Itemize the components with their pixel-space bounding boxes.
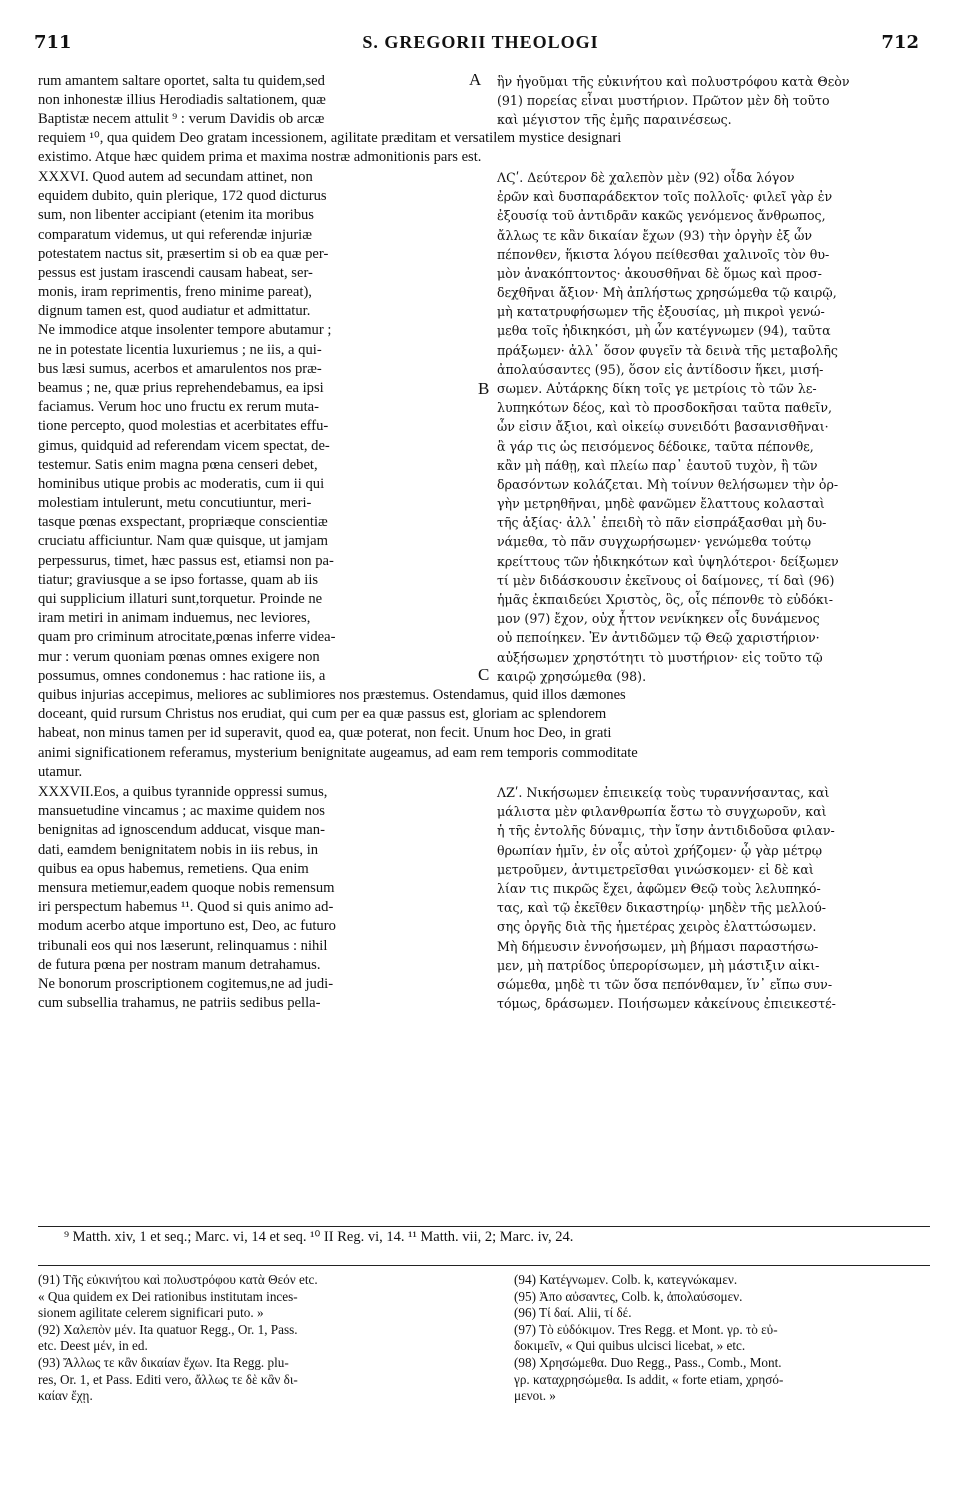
note-line: (95) Ἀπο αὐσαντες, Colb. k, ἀπολαύσομεν.: [514, 1288, 743, 1304]
latin-line: cum subsellia trahamus, ne patriis sedibus pella-: [38, 995, 321, 1012]
latin-line: possumus, omnes condonemus : hac ratione iis, a: [38, 667, 326, 684]
full-width-line: existimo. Atque hæc quidem prima et maxima nostræ admonitionis pars est.: [38, 149, 482, 165]
latin-line: potestatem nactus sit, præsertim si ob ea quæ per-: [38, 245, 329, 262]
greek-line: ΛϚʹ. Δεύτερον δὲ χαλεπὸν μὲν (92) οἶδα λόγον: [497, 170, 795, 185]
latin-line: iri perspectum habemus ¹¹. Quod si quis animo ad-: [38, 899, 334, 916]
latin-line: tasque pœnas exspectant, propriæque conscientiæ: [38, 514, 328, 531]
greek-line: μάλιστα μὲν φιλανθρωπία ἔστω τὸ συγχωροῦν, καὶ: [497, 804, 827, 820]
note-line: δοκιμεῖν, « Qui quibus ulcisci licebat, » etc.: [514, 1338, 746, 1354]
latin-line: XXXVII.Eos, a quibus tyrannide oppressi sumus,: [38, 784, 328, 800]
full-width-line: habeat, non minus tamen per id superavit, quod ea, quæ poterat, non fecit. Unum hoc Deo, in grati: [38, 725, 612, 742]
page-number-right: 712: [881, 32, 919, 53]
latin-line: mensura metiemur,eadem quoque nobis remensum: [38, 880, 335, 896]
latin-line: de futura pœna per nostram manum detrahamus.: [38, 956, 321, 973]
page-title: S. GREGORII THEOLOGI: [362, 32, 599, 52]
note-line: γρ. καταχρησώμεθα. Is addit, « forte etiam, χρησό-: [514, 1371, 784, 1387]
note-line: καίαν ἔχῃ.: [38, 1388, 93, 1404]
greek-line: ὧν εἰσιν ἄξιοι, καὶ οἰκείῳ συνειδότι βασανισθῆναι·: [497, 419, 829, 435]
margin-letter: B: [478, 379, 490, 398]
greek-line: (91) πορείας εἶναι μυστήριον. Πρῶτον μὲν δὴ τοῦτο: [497, 93, 830, 108]
greek-line: γὴν μετρηθῆναι, μηδὲ φανῶμεν ἔλαττους κολασταὶ: [497, 496, 825, 512]
greek-line: μὸν ἀνακόπτοντος· ἀκουσθῆναι δὲ ὅμως καὶ προσ-: [497, 265, 822, 281]
latin-line: ne in potestate licentia luxuriemus ; ne iis, a qui-: [38, 341, 322, 358]
full-width-line: doceant, quid rursum Christus nos erudiat, qui cum per ea quæ passus est, gloriam ac splendorem: [38, 706, 607, 723]
divider: [38, 1226, 930, 1227]
greek-line: μὴ κατατρυφήσωμεν τῆς ἐξουσίας, μὴ πικροὶ γενώ-: [497, 304, 825, 320]
greek-line: τας, καὶ τῷ ἐκεῖθεν δικαστηρίῳ· μηδὲν τῆς μελλού-: [497, 900, 827, 916]
latin-line: equidem dubito, quin plerique, 172 quod dicturus: [38, 188, 327, 205]
greek-line: μεν, μὴ πατρίδος ὑπερορίσωμεν, μὴ μάστιξιν αἰκι-: [497, 957, 820, 973]
greek-line: μον (97) ἔχον, οὐχ ἧττον νενίκηκεν οἷς δυνάμενος: [497, 611, 820, 627]
latin-line: mansuetudine vincamus ; ac maxime quidem nos: [38, 803, 325, 820]
latin-line: modum acerbo atque importuno est, Deo, ac futuro: [38, 918, 336, 935]
greek-line: σης ὀργῆς διὰ τῆς ἡμετέρας χειρὸς ἐλαττώσωμεν.: [497, 919, 817, 935]
note-line: (97) Τὸ εὐδόκιμον. Tres Regg. et Mont. γρ. τὸ εὐ-: [514, 1321, 778, 1337]
latin-line: quibus ea opus habemus, remetiens. Qua enim: [38, 860, 309, 877]
full-width-line: animi significationem referamus, mysterium benignitate augeamus, ad eam rem temporis commoditate: [38, 744, 638, 761]
latin-line: benignitas ad ignoscendum adducat, visque man-: [38, 822, 325, 839]
greek-line: κἂν μὴ πάθῃ, καὶ πλείω παρ᾽ ἑαυτοῦ τυχὸν, ἢ τῶν: [497, 457, 818, 473]
latin-line: Ne bonorum proscriptionem cogitemus,ne ad judi-: [38, 976, 334, 992]
note-line: (94) Κατέγνωμεν. Colb. k, κατεγνώκαμεν.: [514, 1272, 738, 1287]
greek-line: πέπονθεν, ἥκιστα λόγου πείθεσθαι χαλινοῖς τὸν θυ-: [497, 246, 830, 262]
latin-line: cruciatu afficiuntur. Nam quæ quisque, ut jamjam: [38, 533, 328, 550]
greek-line: ἐξουσίᾳ τοῦ ἀντιδρᾶν κακῶς γενόμενος ἄνθρωπος,: [497, 208, 826, 224]
latin-line: rum amantem saltare oportet, salta tu quidem,sed: [38, 73, 325, 89]
latin-line: comparatum videmus, ut qui referendæ injuriæ: [38, 226, 312, 243]
greek-line: μεθα τοῖς ἠδικηκόσι, μὴ ὧν κατέγνωμεν (94), ταῦτα: [497, 323, 831, 339]
latin-line: Ne immodice atque insolenter tempore abutamur ;: [38, 322, 332, 339]
page-number-left: 711: [34, 32, 72, 53]
latin-line: quam pro criminum atrocitate,pœnas inferre videa-: [38, 629, 336, 646]
latin-line: tione percepto, quod molestias et acerbitates effu-: [38, 418, 329, 435]
note-line: (91) Τῆς εὐκινήτου καὶ πολυστρόφου κατὰ Θεόν etc.: [38, 1272, 318, 1287]
greek-line: θρωπίαν ἡμῖν, ἐν οἷς αὐτοὶ χρήζομεν· ᾧ γὰρ μέτρῳ: [497, 842, 823, 858]
latin-line: monis, iram reprimentis, freno minime pareat),: [38, 284, 312, 301]
note-line: (98) Χρησώμεθα. Duo Regg., Pass., Comb., Mont.: [514, 1355, 782, 1370]
greek-line: νάμεθα, τὸ πᾶν συγχωρήσωμεν· γενώμεθα τούτῳ: [497, 534, 812, 550]
latin-line: gimus, quidquid ad referendam vicem spectat, de-: [38, 437, 330, 454]
greek-line: πράξωμεν· ἀλλ᾽ ὅσον φυγεῖν τὰ δεινὰ τῆς μεταβολῆς: [497, 342, 838, 358]
greek-line: κρείττους τῶν ἠδικηκότων καὶ ὑψηλότεροι· δείξωμεν: [497, 553, 839, 569]
full-width-line: quibus injurias accepimus, meliores ac sublimiores nos præstemus. Ostendamus, quid illos dæmones: [38, 687, 626, 703]
greek-line: ἃ γάρ τις ὡς πεισόμενος δέδοικε, ταῦτα πέπονθε,: [497, 438, 814, 454]
full-width-line: utamur.: [38, 763, 83, 780]
greek-line: τῆς ἀξίας· ἀλλ᾽ ἐπειδὴ τὸ πᾶν εἰσπράξασθαι μὴ δυ-: [497, 515, 827, 531]
greek-line: σώμεθα, μηδὲ τι τῶν ὅσα πεπόνθαμεν, ἵν᾽ εἴπω συν-: [497, 977, 833, 992]
note-line: sionem agilitate celerem significari puto. »: [38, 1305, 264, 1321]
latin-line: qui supplicium illaturi sunt,torquetur. Proinde ne: [38, 590, 323, 607]
latin-line: sum, non libenter accipiant (etenim ita moribus: [38, 207, 314, 224]
full-width-line: requiem ¹⁰, qua quidem Deo gratam incessionem, agilitate præditam et versatilem mystice designari: [38, 130, 622, 146]
latin-line: XXXVI. Quod autem ad secundam attinet, non: [38, 169, 313, 185]
greek-line: αὐξήσωμεν χρηστότητι τὸ μυστήριον· εἰς τοῦτο τῷ: [497, 649, 823, 665]
latin-line: mur : verum quoniam pœnas omnes exigere non: [38, 648, 320, 665]
greek-line: ἀπολαύσαντες (95), ὅσον εἰς ἀντίδοσιν ἥκει, μισή-: [497, 361, 824, 377]
note-line: res, Or. 1, et Pass. Editi vero, ἄλλως τε δὲ κἂν δι-: [38, 1371, 298, 1387]
running-header: [0, 32, 961, 62]
latin-line: beamus ; ne, quæ prius reprehendebamus, ea ipsi: [38, 379, 324, 396]
greek-line: ἄλλως τε κἂν δικαίαν ἔχων (93) τὴν ὀργὴν ἐξ ὧν: [497, 227, 813, 243]
latin-line: dignum tamen est, quod audiatur et admittatur.: [38, 303, 311, 320]
greek-line: τόμως, δράσωμεν. Ποιήσωμεν κἀκείνους ἐπιεικεστέ-: [497, 996, 836, 1012]
latin-line: Baptistæ necem attulit ⁹ : verum Davidis ob arcæ: [38, 111, 325, 127]
latin-line: tribunali eos qui nos læserunt, relinquamus : nihil: [38, 937, 328, 954]
latin-line: iram metiri in animam induemus, nec leviores,: [38, 610, 311, 627]
greek-line: οὐ πεποίηκεν. Ἐν ἀντιδῶμεν τῷ Θεῷ χαριστήριον·: [497, 630, 820, 646]
greek-line: λίαν τις πικρῶς ἔχει, ἀφῶμεν Θεῷ τοὺς λελυπηκό-: [497, 881, 821, 896]
latin-line: perpessurus, timet, hæc passus est, etiamsi non pa-: [38, 552, 334, 569]
scripture-references: ⁹ Matth. xiv, 1 et seq.; Marc. vi, 14 et seq. ¹⁰ II Reg. vi, 14. ¹¹ Matth. vii, 2; Marc. iv, 24.: [64, 1229, 574, 1245]
note-line: « Qua quidem ex Dei rationibus institutam inces-: [38, 1288, 298, 1304]
latin-line: faciamus. Verum hoc uno fructu ex rerum muta-: [38, 399, 319, 416]
greek-line: καιρῷ χρησώμεθα (98).: [497, 668, 647, 684]
greek-line: δεχθῆναι ἄξιον· Μὴ ἀπλήστως χρησώμεθα τῷ καιρῷ,: [497, 285, 837, 301]
latin-line: tiatur; graviusque a se ipso fortasse, quam ab iis: [38, 571, 319, 588]
greek-line: δρασόντων κολάζεται. Μὴ τοίνυν θελήσωμεν τὴν ὀρ-: [497, 476, 839, 492]
latin-line: non inhonestæ illius Herodiadis saltationem, quæ: [38, 92, 326, 108]
greek-line: τί μὲν διδάσκουσιν ἐκεῖνους οἱ δαίμονες, τί δαὶ (96): [497, 572, 835, 588]
greek-line: λυπηκότων δέος, καὶ τὸ προσδοκῆσαι ταῦτα παθεῖν,: [497, 400, 832, 416]
latin-line: hominibus utique probis ac moderatis, cum ii qui: [38, 475, 325, 492]
latin-line: dati, eamdem benignitatem nobis in iis rebus, in: [38, 841, 319, 858]
greek-line: σωμεν. Αὐτάρκης δίκη τοῖς γε μετρίοις τὸ τῶν λε-: [497, 380, 817, 396]
note-line: etc. Deest μέν, in ed.: [38, 1338, 148, 1354]
note-line: (96) Τί δαί. Alii, τί δέ.: [514, 1305, 632, 1321]
note-line: (93) Ἄλλως τε κἂν δικαίαν ἔχων. Ita Regg. plu-: [38, 1355, 289, 1370]
note-line: (92) Χαλεπὸν μέν. Ita quatuor Regg., Or. 1, Pass.: [38, 1321, 298, 1337]
divider: [38, 1265, 930, 1266]
latin-line: pessus est justam irascendi causam habeat, ser-: [38, 264, 313, 281]
greek-line: ἐρῶν καὶ δυσπαράδεκτον τοῖς πολλοῖς· φιλεῖ γὰρ ἐν: [497, 189, 833, 205]
greek-line: καὶ μέγιστον τῆς ἐμῆς παραινέσεως.: [497, 112, 732, 127]
greek-line: ἡμᾶς ἐκπαιδεύει Χριστὸς, ὃς, οἷς πέπονθε τὸ εὐδόκι-: [497, 591, 833, 607]
greek-line: ΛΖʹ. Νικήσωμεν ἐπιεικείᾳ τοὺς τυραννήσαντας, καὶ: [497, 785, 830, 800]
margin-letter: C: [478, 665, 490, 684]
note-line: μενοι. »: [514, 1388, 556, 1404]
margin-letter: A: [469, 70, 482, 89]
latin-line: bus læsi sumus, acerbos et amarulentos nos præ-: [38, 360, 322, 377]
latin-line: molestiam intulerunt, metu concutiuntur, meri-: [38, 495, 312, 512]
greek-line: ἡ τῆς ἐντολῆς δύναμις, τὴν ἴσην ἀντιδιδοῦσα φιλαν-: [497, 823, 835, 839]
greek-line: Μὴ δήμευσιν ἐννοήσωμεν, μὴ βήμασι παραστήσω-: [497, 938, 819, 954]
greek-line: μετροῦμεν, ἀντιμετρεῖσθαι γινώσκομεν· εἰ δὲ καὶ: [497, 861, 814, 877]
greek-line: ἣν ἡγοῦμαι τῆς εὐκινήτου καὶ πολυστρόφου κατὰ Θεὸν: [497, 74, 850, 89]
latin-line: testemur. Satis enim magna pœna censeri debet,: [38, 456, 318, 473]
